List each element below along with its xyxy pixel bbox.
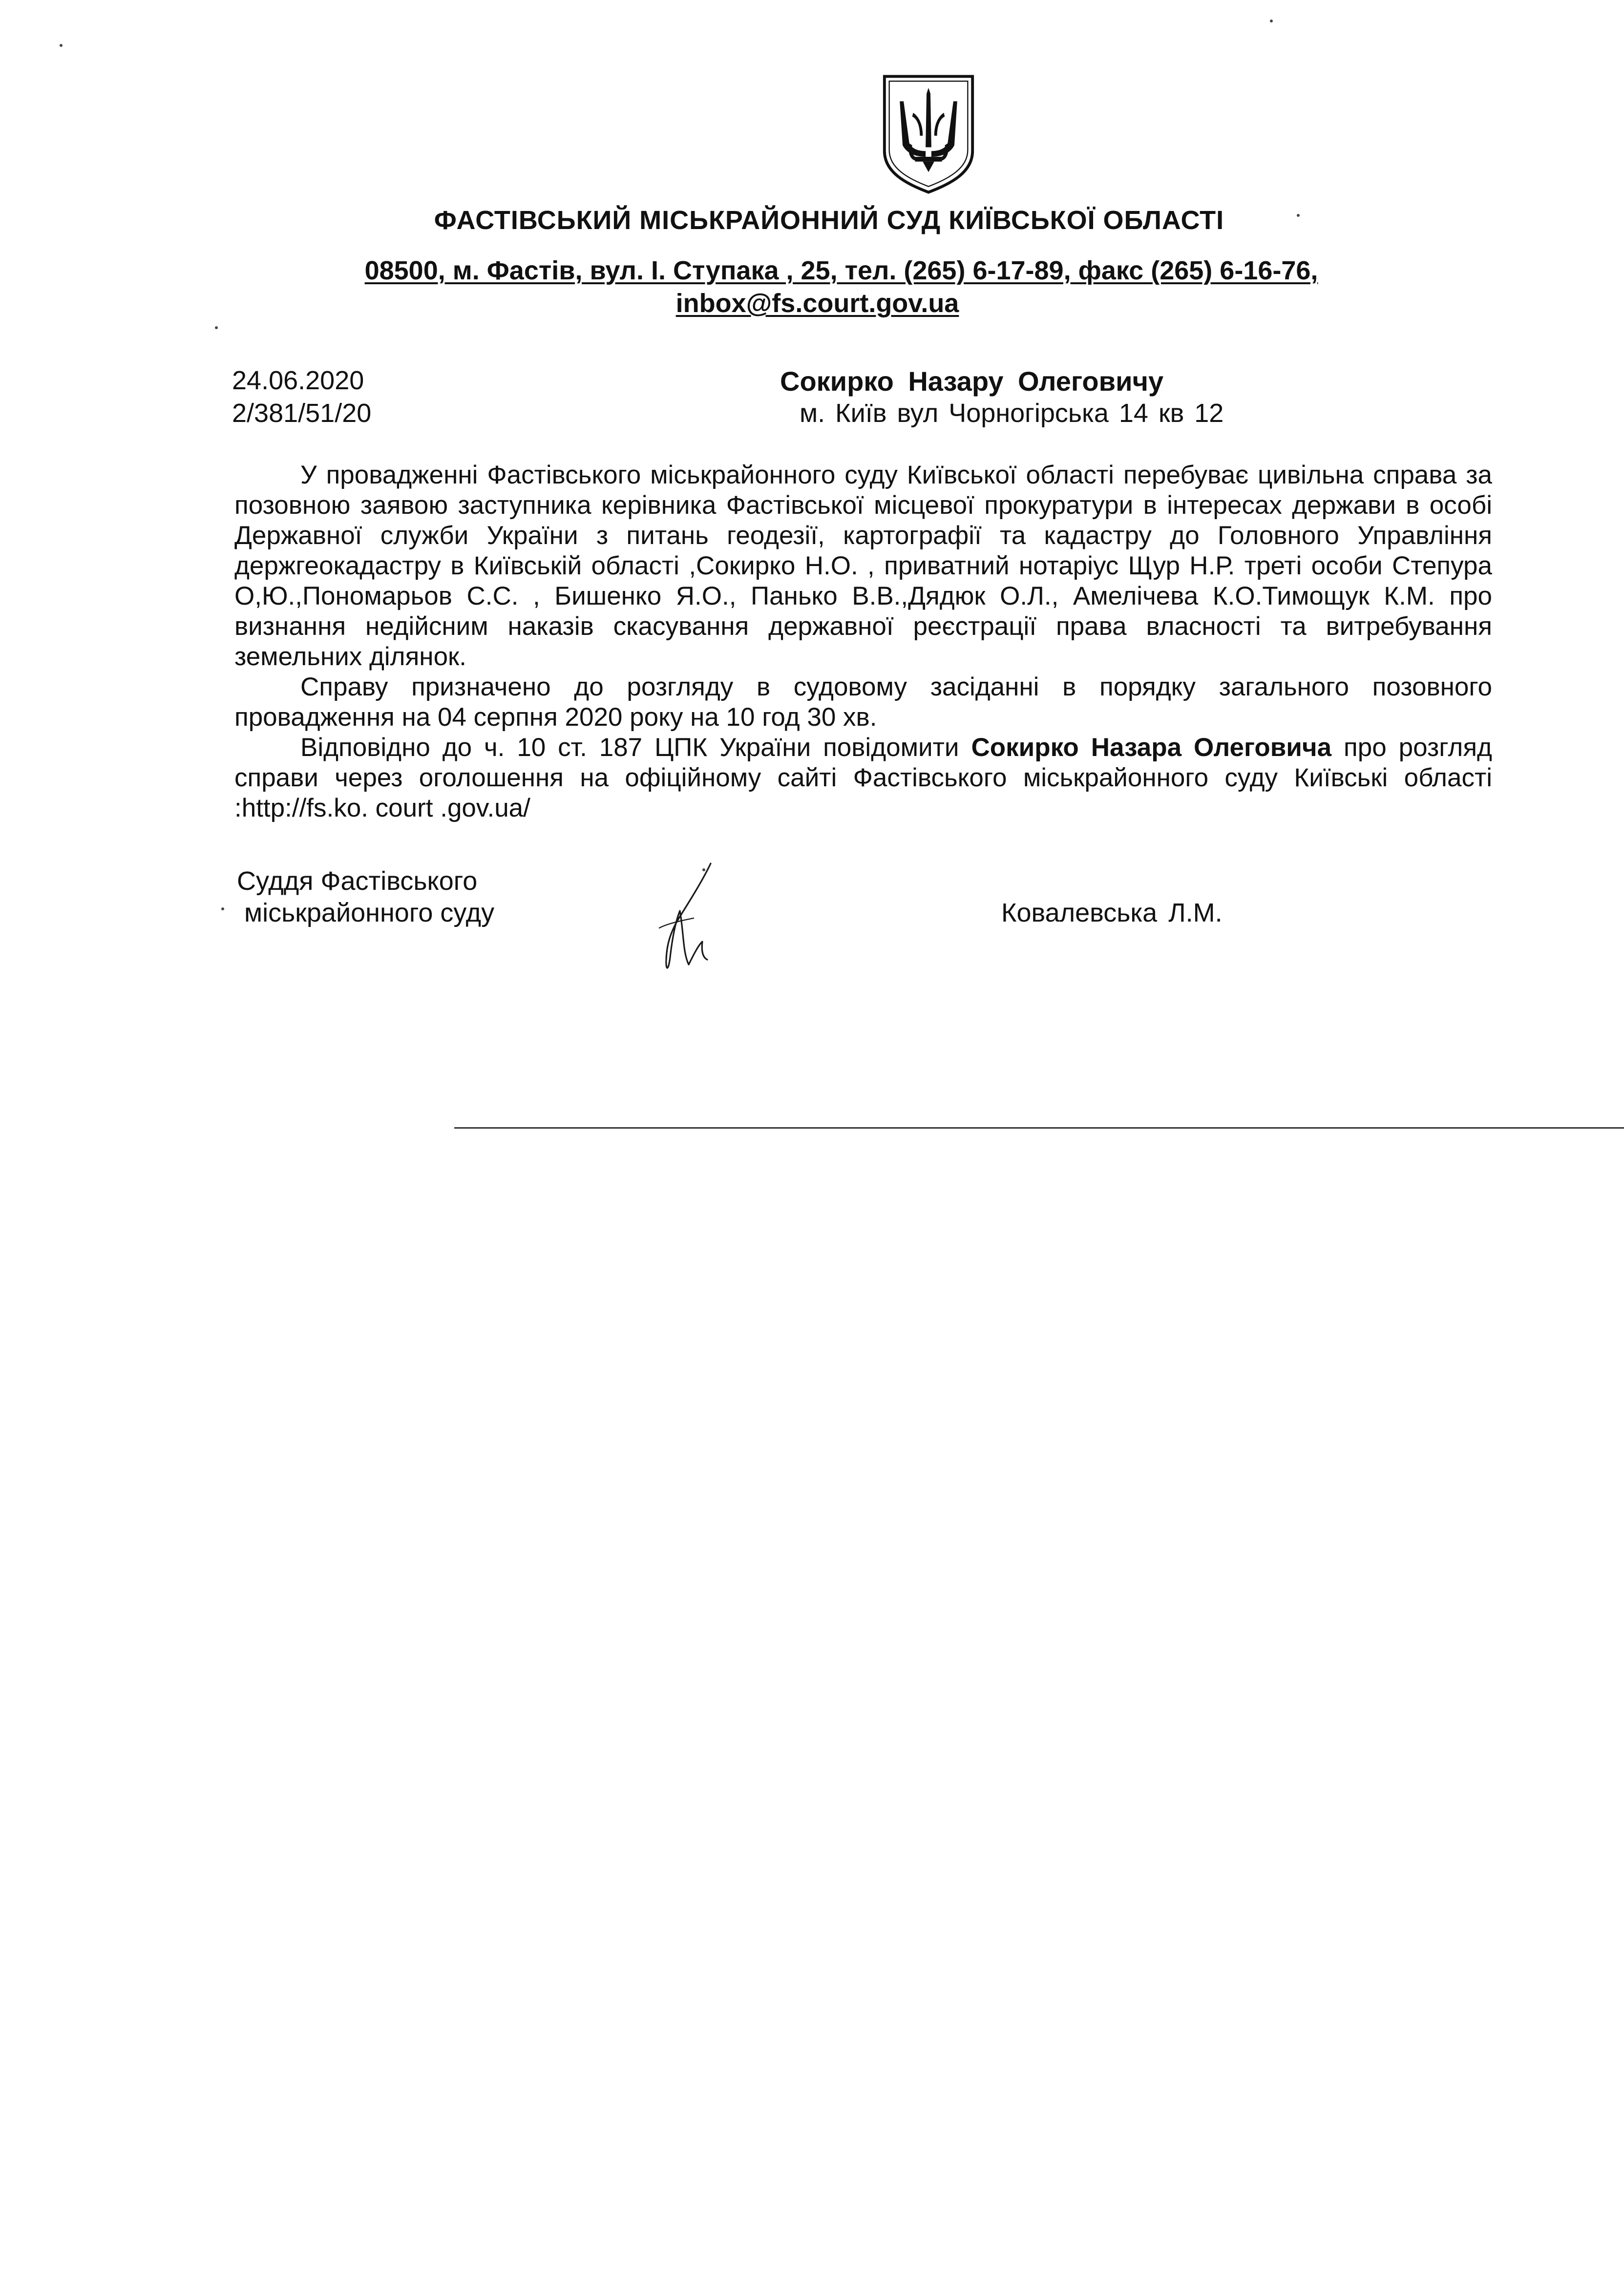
recipient-address: м. Київ вул Чорногірська 14 кв 12 [800, 399, 1224, 428]
body-paragraph-3-start: Відповідно до ч. 10 ст. 187 ЦПК України повідомити [300, 733, 971, 762]
notified-person-name: Сокирко Назара Олеговича [971, 733, 1332, 762]
judge-title-line-2: міськрайонного суду [244, 898, 495, 927]
body-paragraph-1: У провадженні Фастівського міськрайонного суду Київської області перебуває цивільна справа за позовною заявою заступника керівника Фастівської місцевої прокуратури в інтересах держави в особі Державної служби України з питань геодезії, картографії та кадастру до Головного Управління держгеокадастру в Київській області ,Сокирко Н.О. , приватний нотаріус Щур Н.Р. треті особи Степура О,Ю.,Пономарьов С.С. , Бишенко Я.О., Панько В.В.,Дядюк О.Л., Амелічева К.О.Тимощук К.М. про визнання недійсним наказів скасування державної реєстрації права власності та витребування земельних ділянок. [234, 461, 1492, 671]
scan-speck [60, 44, 63, 47]
judge-title-line-1: Суддя Фастівського [237, 866, 478, 896]
document-date: 24.06.2020 [232, 366, 364, 395]
scan-speck [221, 907, 224, 910]
body-paragraph-3-end: про розгляд справи через оголошення на офіційному сайті Фастівського міськрайонного суду Київські області :http://fs.ko. court .gov.ua/ [234, 733, 1492, 822]
body-paragraph-3 [234, 733, 1492, 823]
bottom-divider [454, 1127, 1624, 1129]
reference-number: 2/381/51/20 [232, 399, 372, 428]
court-name-text: ФАСТІВСЬКИЙ МІСЬКРАЙОННИЙ СУД КИЇВСЬКОЇ ОБЛАСТІ [434, 206, 1224, 235]
court-name [0, 205, 1624, 235]
body-text [234, 460, 1492, 823]
court-email [0, 288, 1624, 318]
court-address [0, 255, 1624, 286]
scan-speck [1297, 214, 1300, 217]
ukraine-trident-coat-of-arms-icon [881, 72, 976, 195]
scan-speck [215, 326, 218, 329]
court-email-text: inbox@fs.court.gov.ua [675, 289, 959, 318]
court-address-text: 08500, м. Фастів, вул. І. Ступака , 25, тел. (265) 6-17-89, факс (265) 6-16-76, [364, 256, 1318, 285]
scan-speck [702, 868, 705, 871]
handwritten-signature-icon [645, 860, 738, 982]
recipient-name: Сокирко Назару Олеговичу [780, 366, 1164, 397]
judge-name: Ковалевська Л.М. [1001, 898, 1223, 927]
scan-speck [1270, 20, 1273, 22]
body-paragraph-2: Справу призначено до розгляду в судовому засіданні в порядку загального позовного провадження на 04 серпня 2020 року на 10 год 30 хв. [234, 673, 1492, 732]
